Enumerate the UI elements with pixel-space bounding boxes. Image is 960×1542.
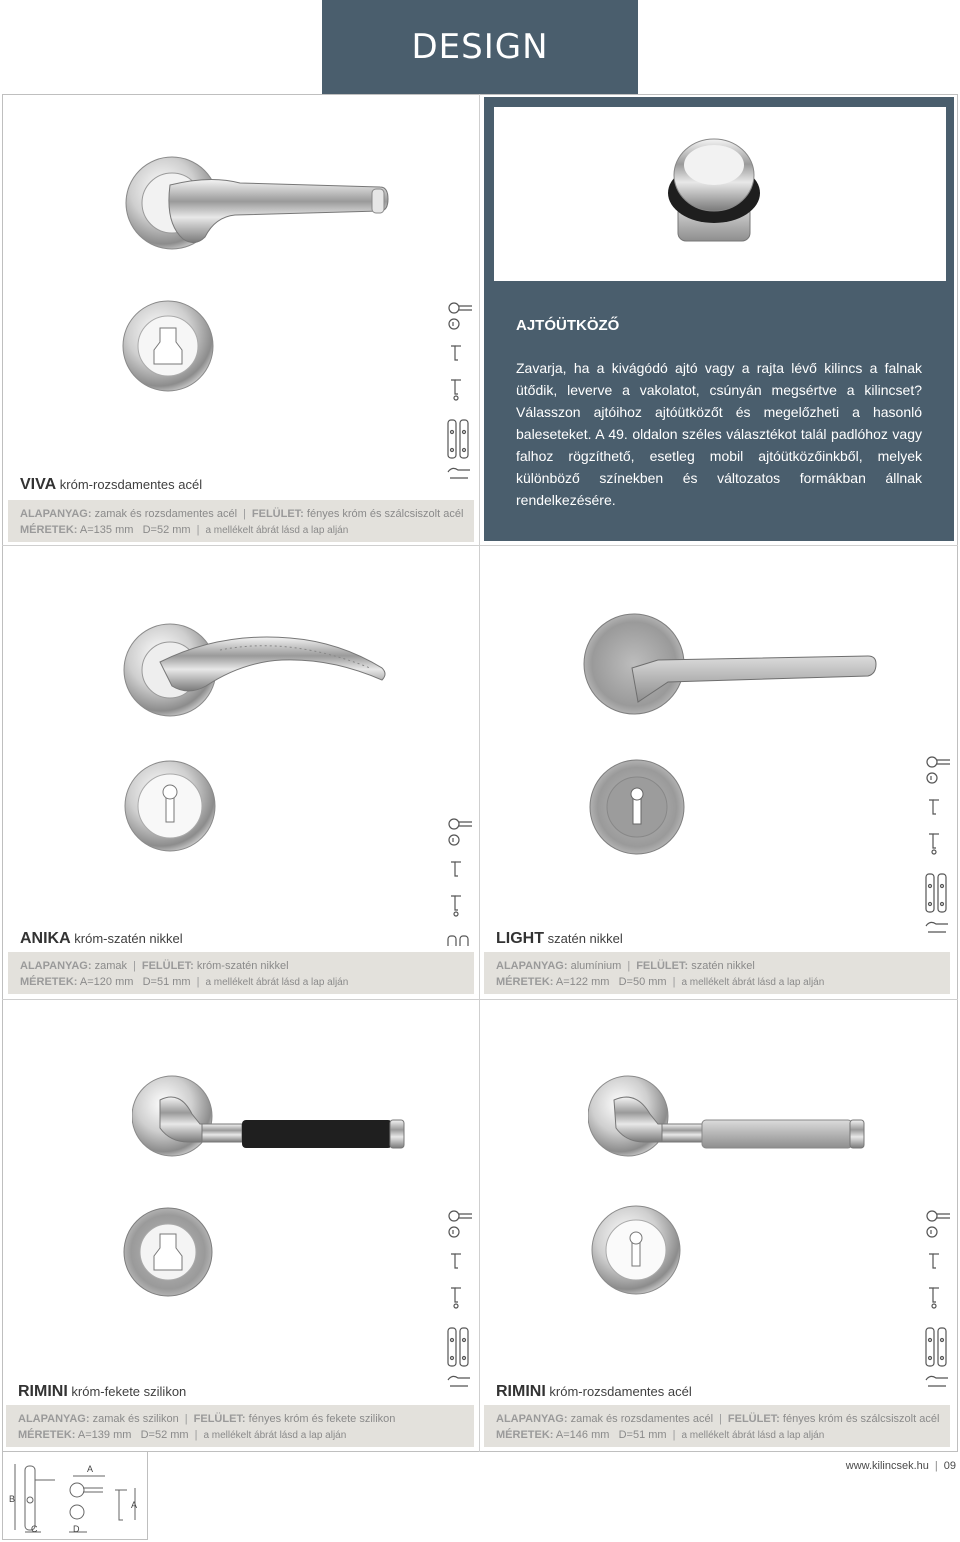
spec-panel: ALAPANYAG: alumínium | FELÜLET: szatén nikkel MÉRETEK: A=122 mm D=50 mm | a mellékelt ábrát lásd a lap alján [484, 952, 950, 994]
grid-divider-vertical [479, 94, 480, 1452]
page-title: DESIGN [411, 27, 549, 67]
handle-image [120, 622, 390, 722]
handle-image [588, 1070, 872, 1170]
page-number: 09 [943, 1460, 956, 1472]
promo-panel [484, 97, 954, 541]
promo-title: AJTÓÜTKÖZŐ [516, 317, 620, 334]
grid-divider-row1 [2, 545, 958, 546]
dimension-legend [2, 1452, 148, 1540]
handle-image [132, 1070, 408, 1170]
page-footer: www.kilincsek.hu | 09 [845, 1460, 956, 1472]
legend-label-b: B [9, 1494, 16, 1504]
rose-image [122, 1206, 214, 1298]
legend-label-d: D [73, 1524, 80, 1534]
legend-label-a-top: A [87, 1464, 94, 1474]
legend-label-c: C [31, 1524, 38, 1534]
legend-label-a-side: A [131, 1500, 138, 1510]
spec-panel: ALAPANYAG: zamak és rozsdamentes acél | FELÜLET: fényes króm és szálcsiszolt acél MÉRETEK: A=146 mm D=51 mm | a mellékelt ábrát lásd a lap alján [484, 1405, 950, 1447]
mounting-icons [446, 1208, 474, 1398]
product-title: RIMINI króm-fekete szilikon [18, 1383, 187, 1400]
promo-text: Zavarja, ha a kivágódó ajtó vagy a rajta lévő kilincs a falnak ütődik, leverve a vakolatot, csúnyán megsértve a kilincset? Válasszon ajtóihoz ajtóütközőt és megelőzheti a hasonló baleseteket. A 49. oldalon széles választékot talál padlóhoz vagy falhoz rögzíthető, esetleg mobil ajtóütközőinkből, melyek különböző színekben és változatos formákban állnak rendelkezésére. [516, 360, 922, 508]
product-title: ANIKA króm-szatén nikkel [20, 930, 183, 947]
grid-divider-row2 [2, 999, 958, 1000]
rose-image [122, 758, 218, 854]
rose-image [588, 758, 686, 856]
mounting-icons [446, 300, 474, 490]
product-title: VIVA króm-rozsdamentes acél [20, 476, 203, 493]
mounting-icons [446, 816, 474, 946]
handle-image [110, 155, 400, 255]
product-title: LIGHT szatén nikkel [496, 930, 623, 947]
rose-image [120, 298, 216, 394]
spec-panel: ALAPANYAG: zamak és szilikon | FELÜLET: fényes króm és fekete szilikon MÉRETEK: A=139 mm D=52 mm | a mellékelt ábrát lásd a lap alján [6, 1405, 474, 1447]
header-tab [322, 0, 638, 94]
spec-panel: ALAPANYAG: zamak és rozsdamentes acél | FELÜLET: fényes króm és szálcsiszolt acél MÉRETEK: A=135 mm D=52 mm | a mellékelt ábrát lásd a lap alján [8, 500, 474, 542]
door-stopper-image-box [494, 107, 946, 281]
spec-panel: ALAPANYAG: zamak | FELÜLET: króm-szatén nikkel MÉRETEK: A=120 mm D=51 mm | a mellékelt ábrát lásd a lap alján [8, 952, 474, 994]
dimension-diagram [9, 1460, 145, 1536]
product-title: RIMINI króm-rozsdamentes acél [496, 1383, 692, 1400]
handle-image [582, 612, 882, 722]
rose-image [590, 1204, 682, 1296]
mounting-icons [924, 754, 952, 944]
door-stopper-image [664, 135, 764, 247]
mounting-icons [924, 1208, 952, 1398]
website-link[interactable]: www.kilincsek.hu [845, 1460, 929, 1472]
